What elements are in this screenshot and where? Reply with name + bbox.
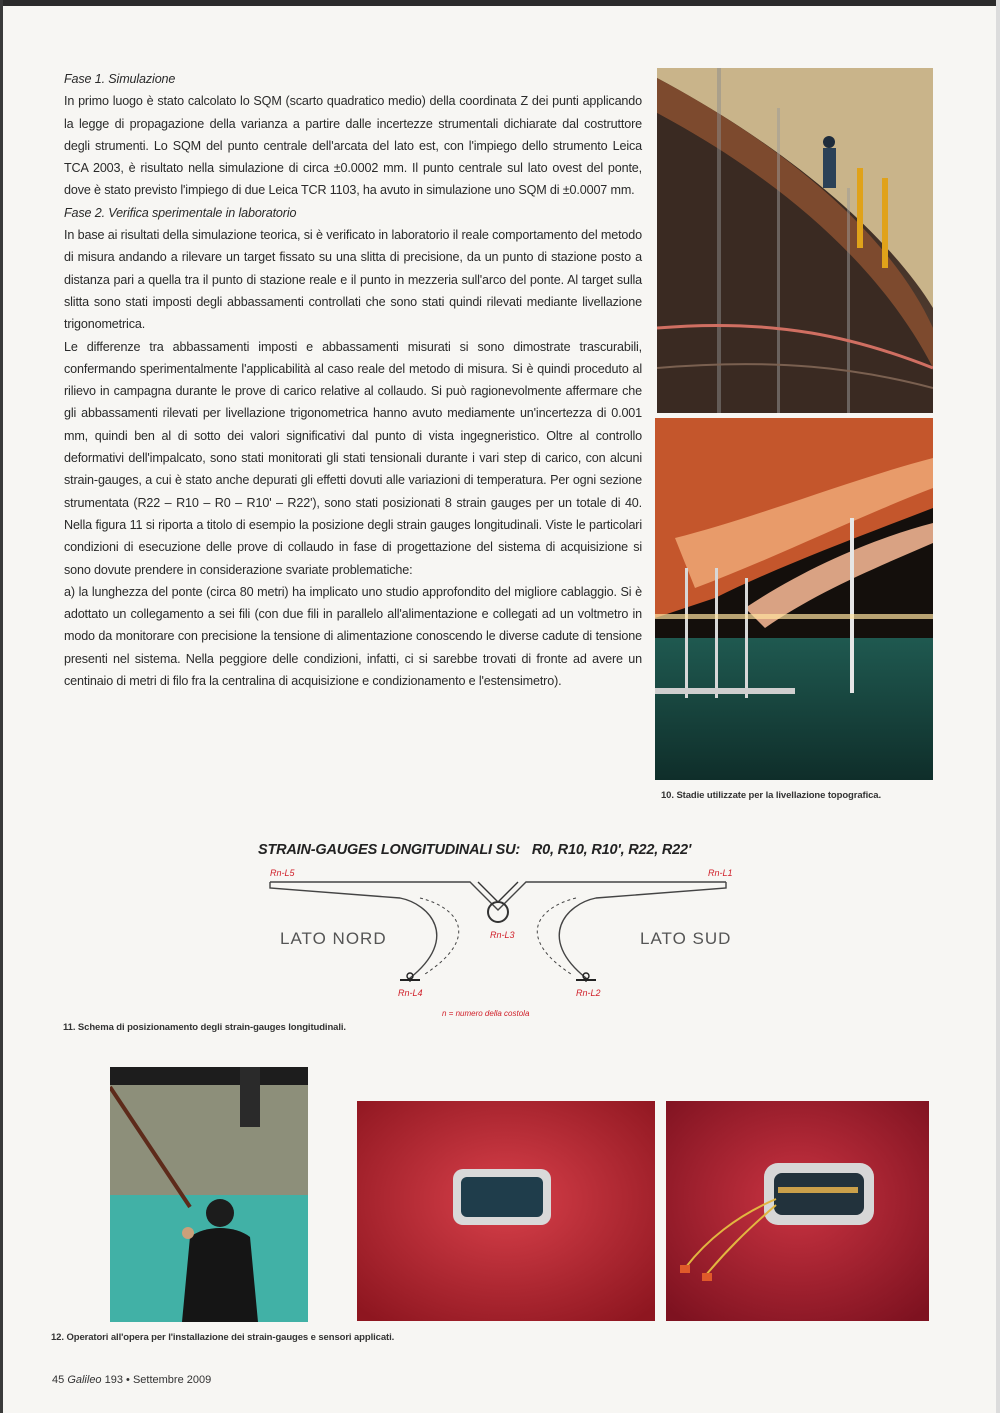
gauge-label-l3: Rn-L3: [490, 930, 515, 940]
strain-gauge-diagram: [250, 838, 770, 1028]
page-number: 45: [52, 1374, 65, 1386]
gauge-label-l4: Rn-L4: [398, 988, 423, 998]
scan-edge: [0, 0, 1000, 6]
gauge-label-l1: Rn-L1: [708, 868, 733, 878]
paragraph: In base ai risultati della simulazione teorica, si è verificato in laboratorio il reale comportamento del metodo di misura andando a rilevare un target fissato su una slitta di precisione, da un punto di stazione posto a distanza pari a quella tra il punto di stazione reale e il punto in mezzeria sull'arco del ponte. Al target sulla slitta sono stati imposti degli abbassamenti controllati che sono stati quindi rilevati mediante livellazione trigonometrica.: [64, 228, 642, 332]
paragraph: a) la lunghezza del ponte (circa 80 metri) ha implicato uno studio approfondito del migliore cablaggio. Si è adottato un collegamento a sei fili (con due fili in parallelo all'alimentazione e collegati ad un voltmetro in modo da monitorare con precisione la tensione di alimentazione conoscendo le diverse cadute di tensione presenti nel sistema. Nella peggiore delle condizioni, infatti, ci si sarebbe trovati di fronte ad avere un centinaio di metri di filo fra la centralina di acquisizione e condizionamento e l'estensimetro).: [64, 584, 642, 689]
paragraph: Le differenze tra abbassamenti imposti e abbassamenti misurati si sono dimostrate trascurabili, confermando sperimentalmente l'applicabilità al caso reale del metodo di misura. Si è quindi proceduto al rilievo in campagna durante le prove di carico relative al collaudo. Si può ragionevolmente affermare che gli abbassamenti rilevati per livellazione trigonometrica hanno avuto mediamente un'incertezza di 0.001 mm, quindi ben al di sotto dei valori significativi dal punto di vista ingegneristico. Oltre al controllo deformativi dell'impalcato, sono stati monitorati gli stati tensionali durante i vari step di carico, con alcuni strain-gauges, a cui è stato anche depurati gli effetti dovuti alle variazioni di temperatura. Per ogni sezione strumentata (R22 – R10 – R0 – R10' – R22'), sono stati posizionati 8 strain gauges per un totale di 40. Nella figura 11 si riporta a titolo di esempio la posizione degli strain gauges longitudinali. Viste le particolari condizioni di esecuzione delle prove di collaudo in fase di progettazione del sistema di acquisizione si sono dovute prendere in considerazione svariate problematiche:: [64, 339, 642, 577]
page-footer: [52, 1374, 211, 1386]
diagram-title-text: STRAIN-GAUGES LONGITUDINALI SU:: [258, 842, 521, 858]
gauge-label-l2: Rn-L2: [576, 988, 601, 998]
bridge-underside-photo: [657, 68, 933, 413]
paragraph: In primo luogo è stato calcolato lo SQM (scarto quadratico medio) della coordinata Z dei punti applicando la legge di propagazione della varianza a partire dalle incertezze strumentali dichiarate dal costruttore degli strumenti. Lo SQM del punto centrale dell'arcata del lato est, con l'impiego dello strumento Leica TCA 2003, è risultato nella simulazione di circa ±0.0002 mm. Il punto centrale sul lato ovest del ponte, dove è stato previsto l'impiego di due Leica TCR 1103, ha avuto in simulazione uno SQM di ±0.0007 mm.: [64, 94, 642, 198]
side-label-south: LATO SUD: [640, 929, 732, 948]
strain-gauge-sensor-photo: [666, 1101, 929, 1321]
gauge-label-l5: Rn-L5: [270, 868, 295, 878]
side-label-north: LATO NORD: [280, 929, 387, 948]
figure-caption: 11. Schema di posizionamento degli strain-gauges longitudinali.: [63, 1022, 346, 1033]
section-heading: Fase 2. Verifica sperimentale in laboratorio: [64, 205, 297, 220]
figure-caption: 12. Operatori all'opera per l'installazione dei strain-gauges e sensori applicati.: [51, 1332, 395, 1343]
figure-caption: 10. Stadie utilizzate per la livellazione topografica.: [661, 790, 882, 801]
magazine-name: Galileo: [67, 1374, 102, 1386]
diagram-title-sections: R0, R10, R10', R22, R22': [531, 842, 692, 858]
bridge-night-photo: [655, 418, 933, 780]
strain-gauge-recess-photo: [357, 1101, 655, 1321]
section-heading: Fase 1. Simulazione: [64, 72, 176, 86]
scan-edge: [0, 0, 3, 1413]
operator-photo: [110, 1067, 308, 1322]
article-text-column: [64, 68, 642, 692]
issue-info: 193 • Settembre 2009: [104, 1374, 212, 1386]
diagram-note: n = numero della costola: [442, 1009, 530, 1018]
scan-edge: [996, 0, 1000, 1413]
